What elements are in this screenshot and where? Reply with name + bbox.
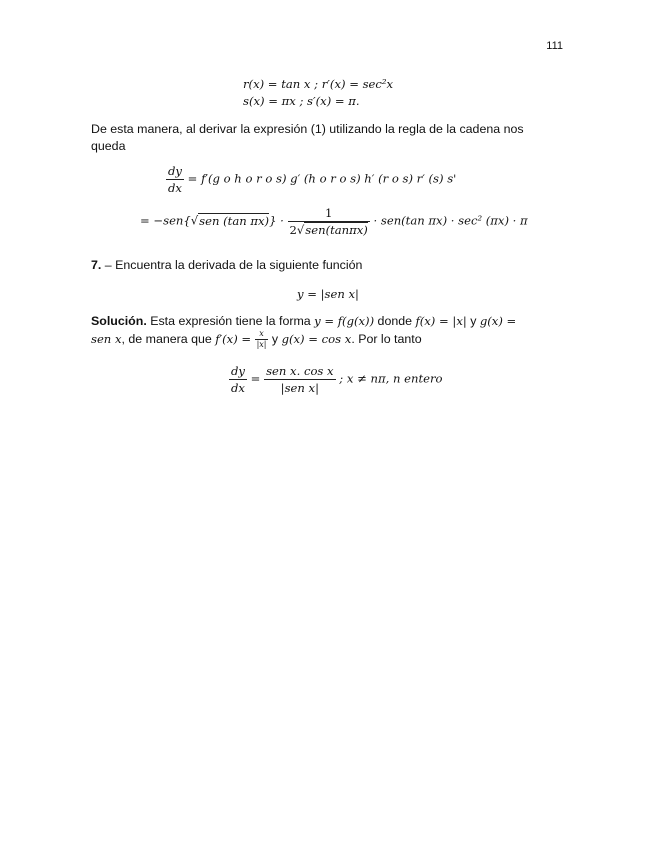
fraction-denominator: dx [168, 181, 182, 195]
one-over-sqrt-fraction [288, 206, 370, 237]
expansion-equation: = −sen{√sen (tan πx)} · $\frac{1}{\text{2√sen(tanπx)}}$ · sen(tan πx) · sec² (πx) · π [140, 206, 528, 237]
definition-r: r(x) = tan x ; r′(x) = sec²x [243, 77, 394, 91]
fraction-numerator: 1 [288, 206, 370, 222]
sqrt-content: sen (tan πx) [199, 213, 270, 228]
expansion-close: } · [269, 213, 284, 228]
chain-rule-rhs: = f′(g o h o r o s) g′ (h o r o s) h′ (r o s) r′ (s) s' [187, 171, 457, 186]
fraction-denominator: dx [231, 381, 245, 395]
fraction-numerator: dy [231, 364, 245, 378]
expansion-prefix: = −sen{ [140, 213, 191, 228]
page-number: 111 [546, 40, 563, 52]
fraction-denominator: 2√sen(tanπx) [289, 223, 368, 237]
intro-paragraph [91, 121, 561, 155]
problem-text: – Encuentra la derivada de la siguiente función [101, 258, 363, 272]
fprime-fraction: $\frac{x}{|x|}$ [256, 329, 267, 349]
fraction-denominator: |sen x| [280, 381, 319, 395]
problem-statement [91, 258, 362, 272]
expansion-suffix: · sen(tan πx) · sec² (πx) · π [373, 213, 528, 228]
solution-label: Solución. [91, 314, 147, 328]
solution-text: Solución. Esta expresión tiene la forma y = f(g(x)) donde f(x) = |x| y g(x) = sen x, de manera que f′(x) = $\frac{x}{|x|}$ y g(x) = cos x. Por lo tanto [91, 314, 517, 349]
intro-text: De esta manera, al derivar la expresión (1) utilizando la regla de la cadena nos queda [91, 122, 524, 153]
sen-cos-fraction [264, 364, 336, 395]
dy-dx-fraction [166, 164, 184, 195]
result-equation: $\frac{dy}{dx}$ = $\frac{\text{sen x. cos x}}{\text{|sen x|}}$ ; x ≠ nπ, n entero [231, 364, 443, 395]
chain-rule-equation [166, 164, 456, 195]
problem-function: y = |sen x| [297, 287, 359, 301]
fraction-numerator: sen x. cos x [266, 364, 334, 378]
dy-dx-fraction [229, 364, 247, 395]
definition-s: s(x) = πx ; s′(x) = π. [243, 94, 360, 108]
problem-number: 7. [91, 258, 102, 272]
solution-paragraph [91, 313, 561, 349]
result-condition: ; x ≠ nπ, n entero [339, 371, 443, 386]
fraction-numerator: dy [168, 164, 182, 178]
